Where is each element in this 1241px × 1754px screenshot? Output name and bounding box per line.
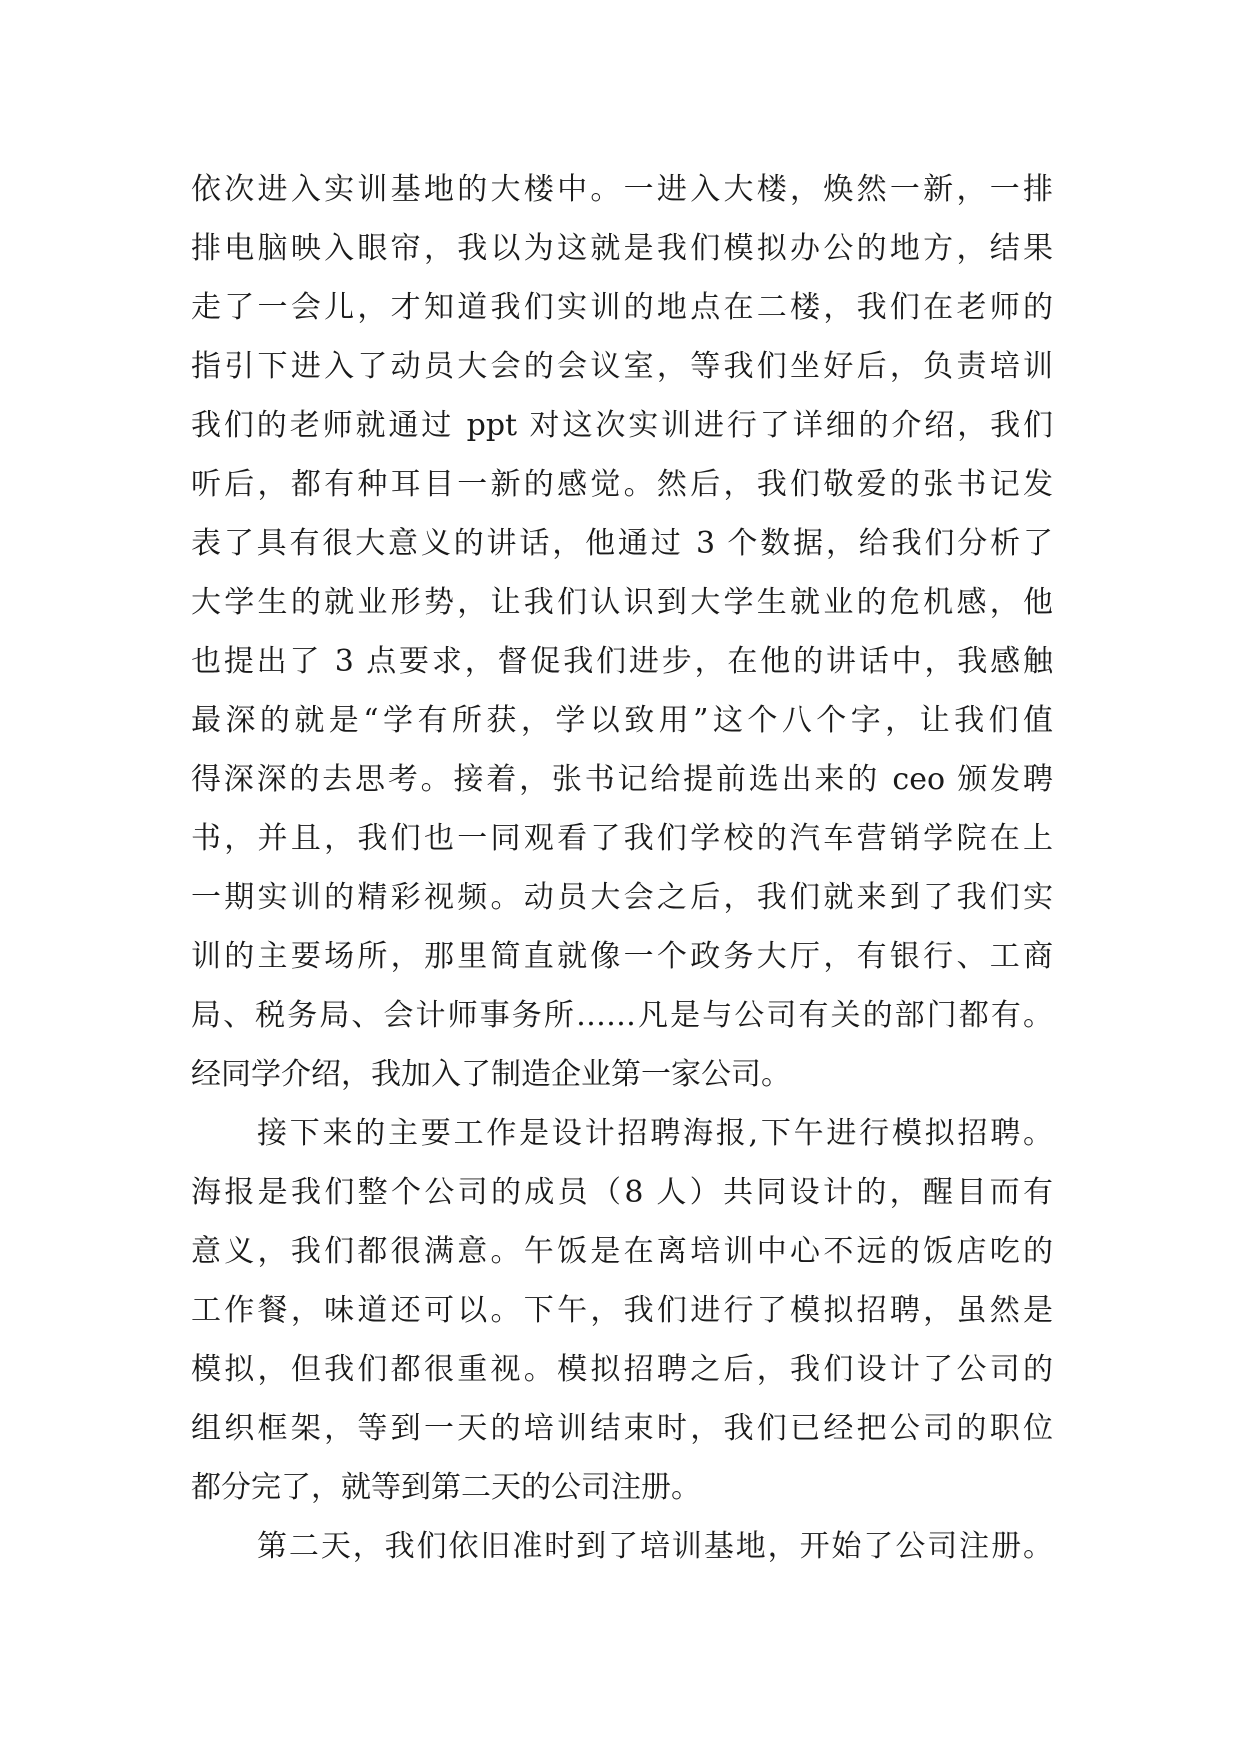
text-line: 训的主要场所，那里简直就像一个政务大厅，有银行、工商	[191, 939, 1053, 974]
text-line: 表了具有很大意义的讲话，他通过 3 个数据，给我们分析了	[191, 526, 1053, 561]
text-line: 书，并且，我们也一同观看了我们学校的汽车营销学院在上	[191, 821, 1053, 856]
text-line: 大学生的就业形势，让我们认识到大学生就业的危机感，他	[191, 585, 1053, 620]
paragraph-3	[191, 1517, 1053, 1576]
paragraph-1	[191, 160, 1053, 1104]
text-line: 海报是我们整个公司的成员（8 人）共同设计的，醒目而有	[191, 1175, 1053, 1210]
text-line: 走了一会儿，才知道我们实训的地点在二楼，我们在老师的	[191, 290, 1053, 325]
text-line: 意义，我们都很满意。午饭是在离培训中心不远的饭店吃的	[191, 1234, 1053, 1269]
text-line: 接下来的主要工作是设计招聘海报,下午进行模拟招聘。	[257, 1116, 1053, 1151]
text-line: 组织框架，等到一天的培训结束时，我们已经把公司的职位	[191, 1411, 1053, 1446]
text-line: 听后，都有种耳目一新的感觉。然后，我们敬爱的张书记发	[191, 467, 1053, 502]
text-line: 得深深的去思考。接着，张书记给提前选出来的 ceo 颁发聘	[191, 762, 1053, 797]
text-line: 第二天，我们依旧准时到了培训基地，开始了公司注册。	[257, 1529, 1053, 1564]
paragraph-2	[191, 1104, 1053, 1517]
text-line: 一期实训的精彩视频。动员大会之后，我们就来到了我们实	[191, 880, 1053, 915]
text-line: 我们的老师就通过 ppt 对这次实训进行了详细的介绍，我们	[191, 408, 1053, 443]
text-line: 经同学介绍，我加入了制造企业第一家公司。	[191, 1057, 791, 1092]
text-line: 局、税务局、会计师事务所……凡是与公司有关的部门都有。	[191, 998, 1053, 1033]
text-line: 最深的就是“学有所获，学以致用”这个八个字，让我们值	[191, 703, 1053, 738]
text-line: 依次进入实训基地的大楼中。一进入大楼，焕然一新，一排	[191, 172, 1053, 207]
text-line: 工作餐，味道还可以。下午，我们进行了模拟招聘，虽然是	[191, 1293, 1053, 1328]
text-line: 指引下进入了动员大会的会议室，等我们坐好后，负责培训	[191, 349, 1053, 384]
body-text	[191, 160, 1053, 1576]
text-line: 也提出了 3 点要求，督促我们进步，在他的讲话中，我感触	[191, 644, 1053, 679]
text-line: 都分完了，就等到第二天的公司注册。	[191, 1470, 701, 1505]
text-line: 模拟，但我们都很重视。模拟招聘之后，我们设计了公司的	[191, 1352, 1053, 1387]
text-line: 排电脑映入眼帘，我以为这就是我们模拟办公的地方，结果	[191, 231, 1053, 266]
